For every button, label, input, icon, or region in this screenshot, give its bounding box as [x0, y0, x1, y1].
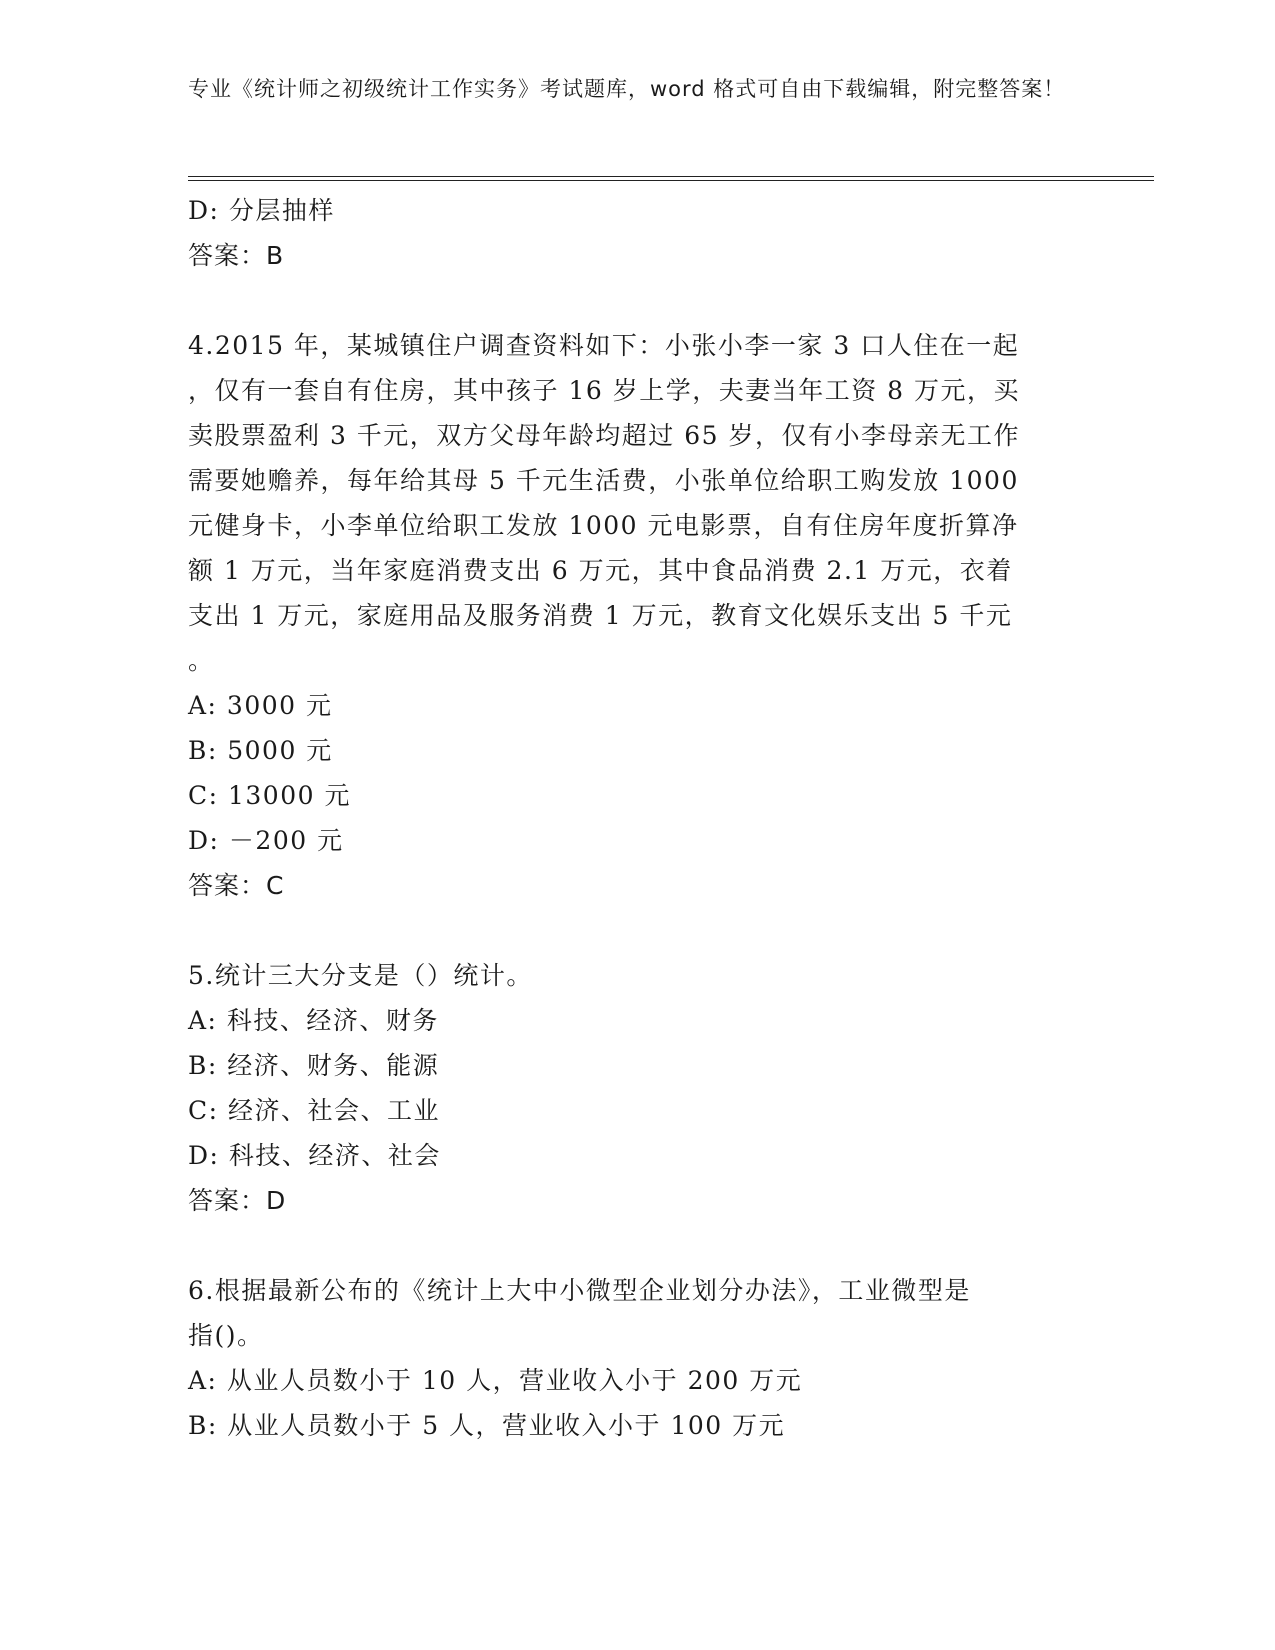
question-stem-line: 需要她赡养，每年给其母 5 千元生活费，小张单位给职工购发放 1000	[188, 466, 1019, 495]
question-stem-line: ，仅有一套自有住房，其中孩子 16 岁上学，夫妻当年工资 8 万元，买	[188, 376, 1021, 405]
spacer	[188, 1223, 1088, 1268]
option-d: D: 科技、经济、社会	[188, 1141, 441, 1170]
option-a: A: 3000 元	[188, 691, 333, 720]
question-stem-line: 6.根据最新公布的《统计上大中小微型企业划分办法》，工业微型是	[188, 1276, 971, 1305]
spacer	[188, 278, 1088, 323]
header-divider	[188, 176, 1154, 181]
answer-label: 答案：B	[188, 241, 285, 270]
option-c: C: 13000 元	[188, 781, 351, 810]
question-stem-line: 指()。	[188, 1321, 264, 1350]
option-d: D: 分层抽样	[188, 196, 335, 225]
option-b: B: 经济、财务、能源	[188, 1051, 440, 1080]
question-stem-line: 4.2015 年，某城镇住户调查资料如下：小张小李一家 3 口人住在一起	[188, 331, 1020, 360]
question-5	[188, 953, 1088, 1223]
question-stem: 5.统计三大分支是（）统计。	[188, 961, 533, 990]
question-stem-line: 。	[188, 646, 215, 675]
option-a: A: 从业人员数小于 10 人，营业收入小于 200 万元	[188, 1366, 803, 1395]
option-b: B: 5000 元	[188, 736, 333, 765]
question-content	[188, 188, 1088, 1448]
option-d: D: －200 元	[188, 826, 344, 855]
question-stem-line: 支出 1 万元，家庭用品及服务消费 1 万元，教育文化娱乐支出 5 千元	[188, 601, 1013, 630]
option-a: A: 科技、经济、财务	[188, 1006, 439, 1035]
answer-label: 答案：D	[188, 1186, 287, 1215]
answer-label: 答案：C	[188, 871, 285, 900]
question-3-tail	[188, 188, 1088, 278]
question-stem-line: 额 1 万元，当年家庭消费支出 6 万元，其中食品消费 2.1 万元，衣着	[188, 556, 1013, 585]
question-6	[188, 1268, 1088, 1448]
option-c: C: 经济、社会、工业	[188, 1096, 440, 1125]
option-b: B: 从业人员数小于 5 人，营业收入小于 100 万元	[188, 1411, 786, 1440]
question-stem-line: 卖股票盈利 3 千元，双方父母年龄均超过 65 岁，仅有小李母亲无工作	[188, 421, 1021, 450]
spacer	[188, 908, 1088, 953]
document-header: 专业《统计师之初级统计工作实务》考试题库，word 格式可自由下载编辑，附完整答案！	[188, 77, 1066, 101]
question-stem-line: 元健身卡，小李单位给职工发放 1000 元电影票，自有住房年度折算净	[188, 511, 1019, 540]
question-4	[188, 323, 1088, 908]
